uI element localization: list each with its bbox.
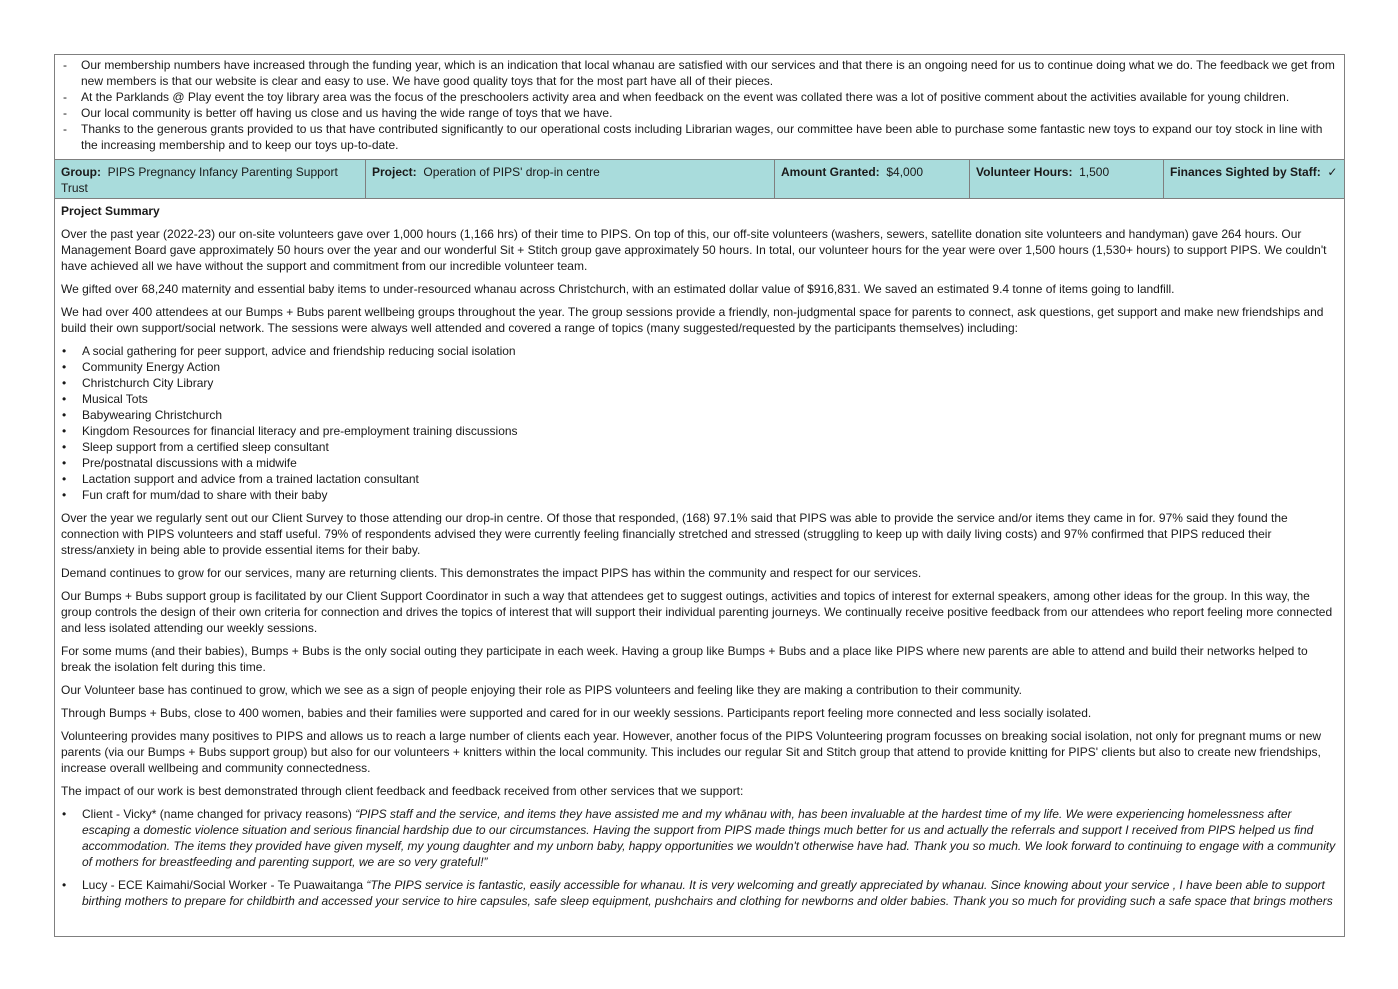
project-cell — [366, 160, 775, 198]
volunteer-hours-label: Volunteer Hours: — [976, 165, 1073, 179]
summary-paragraph: We gifted over 68,240 maternity and essential baby items to under-resourced whanau across Christchurch, with an estimated dollar value of $916,831. We saved an estimated 9.4 tonne of items going to landfill. — [61, 282, 1175, 296]
intro-point: - Our membership numbers have increased through the funding year, which is an indication that local whanau are satisfied with our services and that there is an ongoing need for us to continue doing what we do. The feedback we get from new members is that our website is clear and easy to use. We have good quality toys that for the most part have all of their pieces. — [61, 57, 1338, 89]
topics-list — [61, 343, 1338, 503]
summary-paragraph: Volunteering provides many positives to PIPS and allows us to reach a large number of clients each year. However, another focus of the PIPS Volunteering program focusses on breaking social isolation, not only for pregnant mums or new parents (via our Bumps + Bubs support group) but also for our volunteers + knitters within the local community. This includes our regular Sit and Stitch group that attend to provide knitting for PIPS' clients but also to create new friendships, increase overall wellbeing and community connectedness. — [61, 729, 1322, 775]
volunteer-hours-value: 1,500 — [1079, 165, 1110, 179]
grant-header-row — [55, 159, 1344, 199]
topic-item: • Musical Tots — [61, 391, 1338, 407]
topic-item: • Fun craft for mum/dad to share with their baby — [61, 487, 1338, 503]
intro-point: - Our local community is better off having us close and us having the wide range of toys that we have. — [61, 105, 1338, 121]
checkmark-icon: ✓ — [1327, 165, 1338, 179]
summary-paragraph: Demand continues to grow for our services, many are returning clients. This demonstrates the impact PIPS has within the community and respect for our services. — [61, 566, 922, 580]
testimonial-source: Lucy - ECE Kaimahi/Social Worker - Te Puawaitanga — [82, 878, 367, 892]
group-cell — [55, 160, 366, 198]
topic-item: • Lactation support and advice from a trained lactation consultant — [61, 471, 1338, 487]
summary-paragraph: We had over 400 attendees at our Bumps + Bubs parent wellbeing groups throughout the year. The group sessions provide a friendly, non-judgmental space for parents to connect, ask questions, get support and make new friendships and build their own support/social network. The sessions were always well attended and covered a range of topics (many suggested/requested by the participants themselves) including: — [61, 305, 1324, 335]
topic-item: • Babywearing Christchurch — [61, 407, 1338, 423]
summary-paragraph: Our Bumps + Bubs support group is facilitated by our Client Support Coordinator in such a way that attendees get to suggest outings, activities and topics of interest for external speakers, among other ideas for the group. In this way, the group controls the design of their own criteria for connection and drives the topics of interest that will support their individual parenting journeys. We continually receive positive feedback from our attendees who report feeling more connected and less isolated attending our weekly sessions. — [61, 589, 1333, 635]
volunteer-hours-cell — [970, 160, 1164, 198]
summary-paragraph: Over the year we regularly sent out our Client Survey to those attending our drop-in centre. Of those that responded, (168) 97.1% said that PIPS was able to provide the service and/or items they came in for. 97% said they found the connection with PIPS volunteers and staff useful. 79% of respondents advised they were currently feeling financially stretched and stressed (struggling to keep up with daily living costs) and 97% confirmed that PIPS reduced their stress/anxiety in being able to provide essential items for their baby. — [61, 511, 1288, 557]
topic-item: • A social gathering for peer support, advice and friendship reducing social isolation — [61, 343, 1338, 359]
group-value: PIPS Pregnancy Infancy Parenting Support Trust — [61, 165, 338, 195]
intro-point: - At the Parklands @ Play event the toy library area was the focus of the preschoolers activity area and when feedback on the event was collated there was a lot of positive comment about the activities available for young children. — [61, 89, 1338, 105]
section-title: Project Summary — [61, 204, 160, 218]
amount-cell — [775, 160, 970, 198]
summary-paragraph: Over the past year (2022-23) our on-site volunteers gave over 1,000 hours (1,166 hrs) of their time to PIPS. On top of this, our off-site volunteers (washers, sewers, satellite donation site volunteers and handyman) gave 264 hours. Our Management Board gave approximately 50 hours over the year and our wonderful Sit + Stitch group gave approximately 50 hours. In total, our volunteer hours for the year were over 1,500 hours (1,530+ hours) to support PIPS. We couldn't have achieved all we have without the support and commitment from our incredible volunteer team. — [61, 227, 1327, 273]
group-label: Group: — [61, 165, 101, 179]
topic-item: • Christchurch City Library — [61, 375, 1338, 391]
summary-paragraph: Our Volunteer base has continued to grow, which we see as a sign of people enjoying their role as PIPS volunteers and feeling like they are making a contribution to their community. — [61, 683, 1022, 697]
finances-label: Finances Sighted by Staff: — [1170, 165, 1321, 179]
testimonial-item — [61, 877, 1338, 909]
document-frame — [54, 54, 1345, 937]
topic-item: • Kingdom Resources for financial literacy and pre-employment training discussions — [61, 423, 1338, 439]
intro-points-list — [55, 55, 1344, 159]
testimonial-item — [61, 806, 1338, 870]
summary-paragraph: For some mums (and their babies), Bumps + Bubs is the only social outing they participate in each week. Having a group like Bumps + Bubs and a place like PIPS where new parents are able to attend and build their networks helped to break the isolation felt during this time. — [61, 644, 1308, 674]
testimonials-list — [61, 806, 1338, 909]
topic-item: • Community Energy Action — [61, 359, 1338, 375]
topic-item: • Pre/postnatal discussions with a midwife — [61, 455, 1338, 471]
project-label: Project: — [372, 165, 417, 179]
intro-point: - Thanks to the generous grants provided to us that have contributed significantly to our operational costs including Librarian wages, our committee have been able to purchase some fantastic new toys to expand our toy stock in line with the increasing membership and to keep our toys up-to-date. — [61, 121, 1338, 153]
project-summary — [55, 199, 1344, 920]
amount-label: Amount Granted: — [781, 165, 880, 179]
project-value: Operation of PIPS' drop-in centre — [423, 165, 600, 179]
finances-cell — [1164, 160, 1344, 198]
testimonial-quote: “PIPS staff and the service, and items they have assisted me and my whānau with, has been invaluable at the hardest time of my life. We were experiencing homelessness after escaping a domestic violence situation and serious financial hardship due to our circumstances. Having the support from PIPS made things much better for us and actually the referrals and support I received from PIPS helped us find accommodation. The items they provided have given myself, my young daughter and my unborn baby, happy opportunities we wouldn't otherwise have had. Thank you so much. We look forward to continuing to engage with a community of mothers for breastfeeding and parenting support, we are so very grateful!” — [82, 807, 1336, 869]
testimonial-source: Client - Vicky* (name changed for privacy reasons) — [82, 807, 356, 821]
amount-value: $4,000 — [886, 165, 924, 179]
testimonial-quote: “The PIPS service is fantastic, easily accessible for whanau. It is very welcoming and greatly appreciated by whanau. Since knowing about your service , I have been able to support birthing mothers to prepare for childbirth and accessed your service to hire capsules, safe sleep equipment, pushchairs and clothing for newborns and older babies. Thank you so much for providing such a safe space that brings mothers — [82, 878, 1333, 908]
topic-item: • Sleep support from a certified sleep consultant — [61, 439, 1338, 455]
summary-paragraph: The impact of our work is best demonstrated through client feedback and feedback received from other services that we support: — [61, 784, 744, 798]
summary-paragraph: Through Bumps + Bubs, close to 400 women, babies and their families were supported and cared for in our weekly sessions. Participants report feeling more connected and less socially isolated. — [61, 706, 1092, 720]
